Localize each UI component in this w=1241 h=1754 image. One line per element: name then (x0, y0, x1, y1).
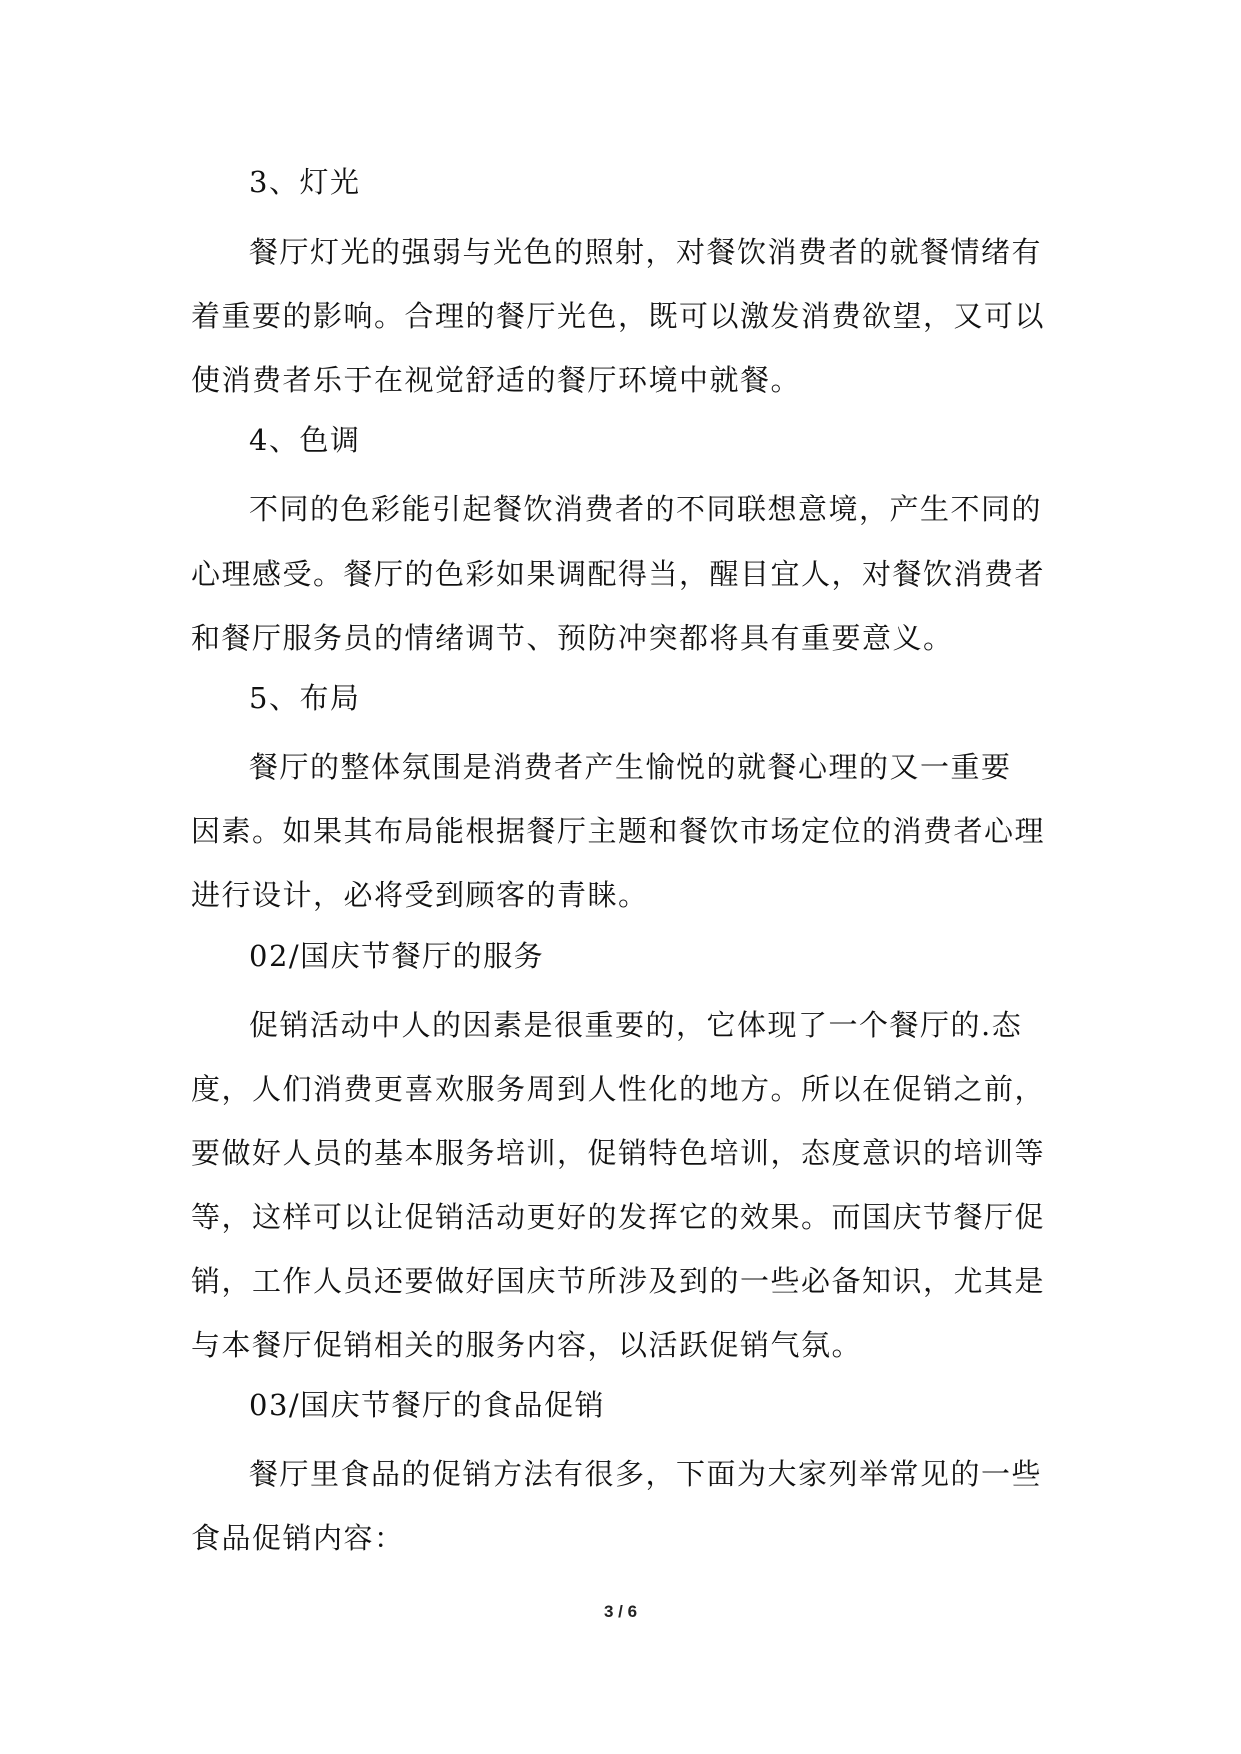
paragraph-line: 心理感受。餐厅的色彩如果调配得当，醒目宜人，对餐饮消费者 (191, 557, 1046, 591)
section-heading-service: 02/国庆节餐厅的服务 (249, 939, 545, 973)
paragraph-line: 餐厅里食品的促销方法有很多，下面为大家列举常见的一些 (249, 1457, 1043, 1491)
paragraph-line: 度，人们消费更喜欢服务周到人性化的地方。所以在促销之前， (191, 1072, 1046, 1106)
paragraph-line: 进行设计，必将受到顾客的青睐。 (191, 878, 649, 912)
paragraph-line: 要做好人员的基本服务培训，促销特色培训，态度意识的培训等 (191, 1136, 1046, 1170)
paragraph-line: 和餐厅服务员的情绪调节、预防冲突都将具有重要意义。 (191, 621, 954, 655)
paragraph-line: 促销活动中人的因素是很重要的，它体现了一个餐厅的.态 (249, 1008, 1023, 1042)
paragraph-line: 餐厅灯光的强弱与光色的照射，对餐饮消费者的就餐情绪有 (249, 235, 1043, 269)
paragraph-line: 食品促销内容： (191, 1521, 405, 1555)
paragraph-line: 餐厅的整体氛围是消费者产生愉悦的就餐心理的又一重要 (249, 750, 1012, 784)
paragraph-line: 与本餐厅促销相关的服务内容，以活跃促销气氛。 (191, 1328, 863, 1362)
paragraph-line: 使消费者乐于在视觉舒适的餐厅环境中就餐。 (191, 363, 802, 397)
paragraph-line: 不同的色彩能引起餐饮消费者的不同联想意境，产生不同的 (249, 492, 1043, 526)
paragraph-line: 销，工作人员还要做好国庆节所涉及到的一些必备知识，尤其是 (191, 1264, 1046, 1298)
heading-tone: 4、色调 (249, 423, 361, 457)
section-heading-food-promotion: 03/国庆节餐厅的食品促销 (249, 1388, 606, 1422)
paragraph-line: 等，这样可以让促销活动更好的发挥它的效果。而国庆节餐厅促 (191, 1200, 1046, 1234)
heading-layout: 5、布局 (249, 681, 361, 715)
page-number: 3 / 6 (603, 1602, 638, 1621)
heading-lighting: 3、灯光 (249, 165, 361, 199)
paragraph-line: 因素。如果其布局能根据餐厅主题和餐饮市场定位的消费者心理 (191, 814, 1046, 848)
paragraph-line: 着重要的影响。合理的餐厅光色，既可以激发消费欲望，又可以 (191, 299, 1046, 333)
